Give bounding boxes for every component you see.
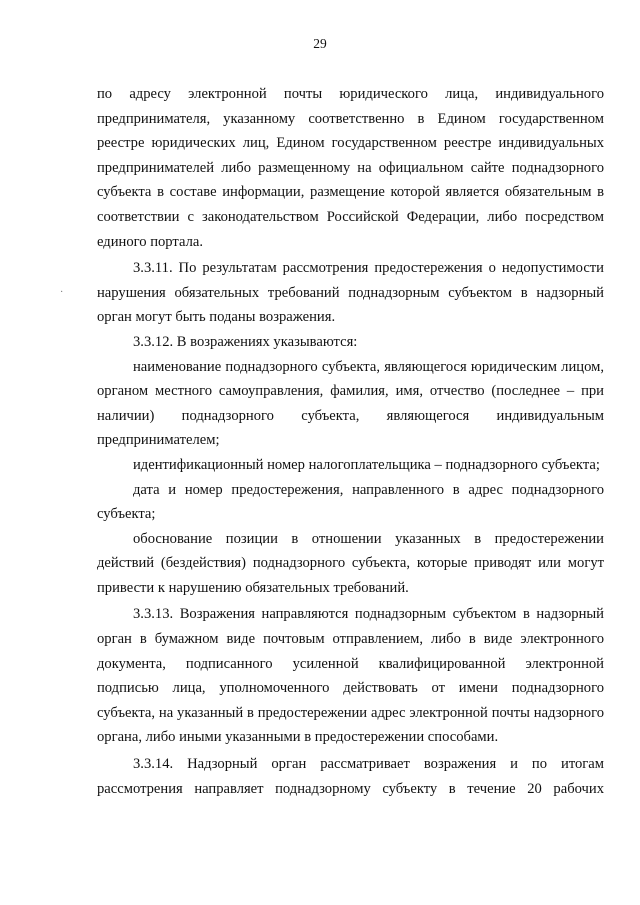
paragraph-email-delivery: по адресу электронной почты юридического лица, индивидуального предпринимателя, указанному соответственно в Едином государственном реестре юридических лиц, Едином государственном реестре индивидуальных предпринимателей либо размещенному на официальном сайте поднадзорного субъекта в составе информации, размещение которой является обязательным в соответствии с законодательством Российской Федерации, либо посредством единого портала. xyxy=(97,86,604,250)
paragraph-3-3-14: 3.3.14. Надзорный орган рассматривает возражения и по итогам рассмотрения направляет поднадзорному субъекту в течение 20 рабочих xyxy=(97,756,604,797)
margin-mark: · xyxy=(60,287,64,298)
document-body xyxy=(97,82,604,801)
list-item-warning-date: дата и номер предостережения, направленного в адрес поднадзорного субъекта; xyxy=(97,481,604,523)
list-item-justification: обоснование позиции в отношении указанных в предостережении действий (бездействия) поднадзорного субъекта, которые приводят или могут привести к нарушению обязательных требований. xyxy=(97,530,604,596)
list-item-inn: идентификационный номер налогоплательщика – поднадзорного субъекта; xyxy=(133,456,600,473)
paragraph-3-3-11: 3.3.11. По результатам рассмотрения предостережения о недопустимости нарушения обязательных требований поднадзорным субъектом в надзорный орган могут быть поданы возражения. xyxy=(97,260,604,326)
page-number: 29 xyxy=(313,36,327,51)
paragraph-3-3-13: 3.3.13. Возражения направляются поднадзорным субъектом в надзорный орган в бумажном виде почтовым отправлением, либо в виде электронного документа, подписанного усиленной квалифицированной электронной подписью лица, уполномоченного действовать от имени поднадзорного субъекта, на указанный в предостережении адрес электронной почты надзорного органа, либо иными указанными в предостережении способами. xyxy=(97,606,604,746)
list-item-name: наименование поднадзорного субъекта, являющегося юридическим лицом, органом местного самоуправления, фамилия, имя, отчество (последнее – при наличии) поднадзорного субъекта, являющегося индивидуальным предпринимателем; xyxy=(97,358,604,449)
paragraph-3-3-12: 3.3.12. В возражениях указываются: xyxy=(133,333,358,350)
